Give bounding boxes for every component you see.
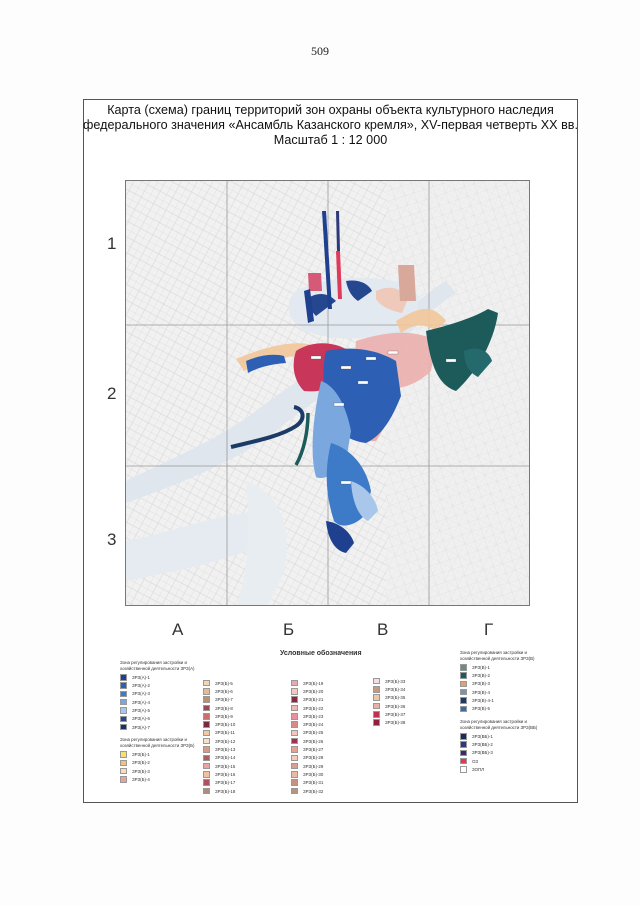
legend-item-label: ЗРЗ(Б)-35 bbox=[385, 695, 406, 701]
legend-heading-zrz-b: Зона регулирования застройки и хозяйственной деятельности ЗРЗ(Б) bbox=[120, 737, 195, 748]
legend-item-label: ЗРЗ(Б)-27 bbox=[303, 747, 324, 753]
grid-col-g: Г bbox=[484, 620, 494, 639]
legend-column-4 bbox=[373, 677, 443, 727]
legend-item bbox=[120, 715, 208, 723]
page-number: 509 bbox=[311, 44, 329, 58]
legend-item bbox=[203, 762, 273, 770]
legend-item-label: ЗРЗ(Б)-37 bbox=[385, 711, 406, 717]
map-title bbox=[83, 103, 578, 148]
legend-item bbox=[460, 740, 555, 748]
legend-item-label: ЗРЗ(В)-2 bbox=[472, 673, 490, 679]
legend-item bbox=[203, 737, 273, 745]
legend-swatch bbox=[291, 688, 298, 695]
legend-swatch bbox=[203, 705, 210, 712]
legend-item-label: ЗРЗ(Б)-26 bbox=[303, 738, 324, 744]
legend-item bbox=[203, 687, 273, 695]
legend-item-label: ОЗ bbox=[472, 758, 479, 764]
legend-swatch bbox=[203, 746, 210, 753]
legend-swatch bbox=[120, 699, 127, 706]
legend-swatch bbox=[460, 758, 467, 765]
legend-item bbox=[120, 750, 208, 758]
grid-col-b: Б bbox=[283, 620, 295, 639]
legend-swatch bbox=[460, 766, 467, 773]
legend-swatch bbox=[460, 689, 467, 696]
legend-item-label: ЗРЗ(Б)-19 bbox=[303, 680, 324, 686]
legend-item bbox=[203, 779, 273, 787]
legend-item-label: ЗРЗ(Б)-22 bbox=[303, 705, 324, 711]
legend-swatch bbox=[291, 713, 298, 720]
legend-swatch bbox=[291, 788, 298, 795]
legend-item bbox=[460, 732, 555, 740]
legend-item-label: ЗРЗ(Б)-8 bbox=[215, 705, 233, 711]
legend-item-label: ЗРЗ(Б)-33 bbox=[385, 678, 406, 684]
legend-column-2 bbox=[203, 679, 273, 795]
legend-item bbox=[120, 673, 208, 681]
legend-swatch bbox=[291, 705, 298, 712]
legend-item-label: ЗРЗ(Б)-11 bbox=[215, 730, 235, 736]
legend-swatch bbox=[460, 681, 467, 688]
legend-swatch bbox=[120, 776, 127, 783]
legend-swatch bbox=[120, 724, 127, 731]
legend-swatch bbox=[373, 686, 380, 693]
legend-swatch bbox=[120, 707, 127, 714]
legend-swatch bbox=[203, 696, 210, 703]
legend-item-label: ЗРЗ(Б)-3 bbox=[132, 768, 150, 774]
legend-item-label: ЗОПЛ bbox=[472, 766, 485, 772]
legend-item bbox=[203, 720, 273, 728]
legend-item-label: ЗРЗ(Б)-16 bbox=[215, 771, 236, 777]
legend-item-label: ЗРЗ(В)-1 bbox=[472, 664, 490, 670]
legend-swatch bbox=[291, 696, 298, 703]
legend-swatch bbox=[373, 678, 380, 685]
legend-item-label: ЗРЗ(А)-1 bbox=[132, 674, 150, 680]
legend-swatch bbox=[460, 672, 467, 679]
legend-item bbox=[203, 696, 273, 704]
legend-swatch bbox=[120, 768, 127, 775]
legend-swatch bbox=[120, 691, 127, 698]
grid-col-v: В bbox=[377, 620, 389, 639]
zone-map[interactable] bbox=[125, 180, 530, 606]
legend-item bbox=[460, 688, 555, 696]
legend-item bbox=[460, 765, 555, 773]
legend-item-label: ЗРЗ(А)-5 bbox=[132, 708, 150, 714]
legend-swatch bbox=[203, 779, 210, 786]
grid-row-2: 2 bbox=[107, 384, 117, 403]
legend-swatch bbox=[291, 755, 298, 762]
legend-item-label: ЗРЗ(А)-7 bbox=[132, 724, 150, 730]
legend-item bbox=[291, 754, 361, 762]
legend-item-label: ЗРЗ(Б)-17 bbox=[215, 780, 236, 786]
legend-item-label: ЗРЗ(Б)-10 bbox=[215, 722, 236, 728]
legend-item bbox=[291, 737, 361, 745]
legend-swatch bbox=[291, 763, 298, 770]
legend-item bbox=[291, 779, 361, 787]
legend-item bbox=[120, 681, 208, 689]
legend-item bbox=[291, 787, 361, 795]
title-line-1: Карта (схема) границ территорий зон охраны объекта культурного наследия bbox=[107, 103, 554, 117]
legend-column-3 bbox=[291, 679, 361, 795]
legend-item bbox=[120, 690, 208, 698]
legend-item bbox=[373, 685, 443, 693]
legend-item-label: ЗРЗ(Б)-29 bbox=[303, 763, 324, 769]
legend-item-label: ЗРЗ(А)-2 bbox=[132, 683, 150, 689]
legend-item-label: ЗРЗ(Б)-4 bbox=[132, 776, 150, 782]
legend-item bbox=[373, 710, 443, 718]
legend-heading-zrz-vb: Зона регулирования застройки и хозяйственной деятельности ЗРЗ(ВБ) bbox=[460, 718, 538, 730]
legend-swatch bbox=[460, 733, 467, 740]
legend-item bbox=[460, 705, 555, 713]
legend-item bbox=[460, 680, 555, 688]
legend-item-label: ЗРЗ(Б)-38 bbox=[385, 720, 406, 726]
legend-item-label: ЗРЗ(Б)-23 bbox=[303, 713, 324, 719]
legend-swatch bbox=[291, 746, 298, 753]
legend-item-label: ЗРЗ(Б)-20 bbox=[303, 688, 324, 694]
legend-swatch bbox=[203, 771, 210, 778]
legend-swatch bbox=[203, 755, 210, 762]
legend-item-label: ЗРЗ(А)-3 bbox=[132, 691, 150, 697]
legend-item-label: ЗРЗ(Б)-18 bbox=[215, 788, 236, 794]
legend-swatch bbox=[291, 771, 298, 778]
legend-item bbox=[203, 745, 273, 753]
legend-item bbox=[291, 687, 361, 695]
legend-item-label: ЗРЗ(Б)-21 bbox=[303, 697, 324, 703]
legend-swatch bbox=[120, 760, 127, 767]
legend-item-label: ЗРЗ(ВБ)-3 bbox=[472, 750, 493, 756]
legend-item-label: ЗРЗ(ВБ)-1 bbox=[472, 733, 493, 739]
legend-item bbox=[291, 762, 361, 770]
legend-item bbox=[203, 712, 273, 720]
legend-item-label: ЗРЗ(Б)-30 bbox=[303, 771, 324, 777]
legend-item bbox=[291, 679, 361, 687]
legend-item bbox=[291, 720, 361, 728]
legend-swatch bbox=[373, 694, 380, 701]
legend-swatch bbox=[373, 719, 380, 726]
legend-item bbox=[373, 677, 443, 685]
legend-item-label: ЗРЗ(Б)-13 bbox=[215, 747, 236, 753]
legend-title: Условные обозначения bbox=[280, 650, 362, 657]
legend-swatch bbox=[120, 682, 127, 689]
legend-item-label: ЗРЗ(Б)-6 bbox=[215, 688, 233, 694]
legend-swatch bbox=[291, 721, 298, 728]
legend-swatch bbox=[291, 730, 298, 737]
legend-item-label: ЗРЗ(Б)-24 bbox=[303, 722, 324, 728]
legend-item bbox=[203, 754, 273, 762]
legend-item bbox=[373, 718, 443, 726]
legend-item-label: ЗРЗ(Б)-1 bbox=[132, 752, 150, 758]
legend-item bbox=[460, 757, 555, 765]
legend-heading-zrz-v: Зона регулирования застройки и хозяйственной деятельности ЗРЗ(В) bbox=[460, 650, 535, 661]
legend-swatch bbox=[203, 721, 210, 728]
legend-item-label: ЗРЗ(В)-5 bbox=[472, 706, 490, 712]
legend-item bbox=[203, 704, 273, 712]
legend-swatch bbox=[291, 680, 298, 687]
legend-swatch bbox=[203, 688, 210, 695]
legend-item bbox=[291, 704, 361, 712]
legend-swatch bbox=[460, 664, 467, 671]
legend-item bbox=[120, 698, 208, 706]
title-line-2: федерального значения «Ансамбль Казанского кремля», XV-первая четверть XX вв. bbox=[83, 118, 578, 132]
legend-item-label: ЗРЗ(Б)-14 bbox=[215, 755, 236, 761]
legend-swatch bbox=[120, 716, 127, 723]
legend-item bbox=[373, 694, 443, 702]
legend-item bbox=[120, 759, 208, 767]
legend-item bbox=[120, 767, 208, 775]
legend-item bbox=[373, 702, 443, 710]
map-canvas bbox=[126, 181, 530, 606]
legend-swatch bbox=[203, 713, 210, 720]
legend-item-label: ЗРЗ(Б)-7 bbox=[215, 697, 233, 703]
legend-column-1 bbox=[120, 660, 208, 784]
legend-item bbox=[291, 696, 361, 704]
grid-row-1: 1 bbox=[107, 234, 117, 253]
legend-swatch bbox=[203, 763, 210, 770]
legend-item bbox=[460, 749, 555, 757]
legend-swatch bbox=[373, 703, 380, 710]
legend-item-label: ЗРЗ(Б)-15 bbox=[215, 763, 236, 769]
legend-heading-zrz-a: Зона регулирования застройки и хозяйственной деятельности ЗРЗ(А) bbox=[120, 660, 195, 671]
grid-row-3: 3 bbox=[107, 530, 117, 549]
legend-item-label: ЗРЗ(Б)-25 bbox=[303, 730, 324, 736]
legend-item bbox=[291, 770, 361, 778]
legend-item-label: ЗРЗ(Б)-12 bbox=[215, 738, 236, 744]
legend-item bbox=[120, 706, 208, 714]
legend-item bbox=[460, 663, 555, 671]
grid-col-a: А bbox=[172, 620, 184, 639]
legend-item bbox=[120, 775, 208, 783]
legend-item-label: ЗРЗ(Б)-5 bbox=[215, 680, 233, 686]
legend-item bbox=[203, 729, 273, 737]
legend-item-label: ЗРЗ(В)-3 bbox=[472, 681, 490, 687]
legend-item-label: ЗРЗ(В)-4-1 bbox=[472, 698, 494, 704]
legend-item bbox=[203, 679, 273, 687]
legend-swatch bbox=[460, 706, 467, 713]
legend-swatch bbox=[203, 680, 210, 687]
legend-swatch bbox=[203, 730, 210, 737]
legend-item bbox=[291, 729, 361, 737]
legend-item-label: ЗРЗ(А)-4 bbox=[132, 699, 150, 705]
legend-swatch bbox=[120, 674, 127, 681]
legend-column-5 bbox=[460, 650, 555, 774]
legend-swatch bbox=[460, 697, 467, 704]
legend-item-label: ЗРЗ(Б)-2 bbox=[132, 760, 150, 766]
legend-item-label: ЗРЗ(Б)-28 bbox=[303, 755, 324, 761]
legend-item-label: ЗРЗ(Б)-36 bbox=[385, 703, 406, 709]
legend-swatch bbox=[120, 751, 127, 758]
legend-item bbox=[120, 723, 208, 731]
legend-item bbox=[291, 712, 361, 720]
legend-item bbox=[460, 671, 555, 679]
legend-item bbox=[203, 770, 273, 778]
legend-swatch bbox=[460, 741, 467, 748]
legend-item bbox=[203, 787, 273, 795]
legend-item bbox=[460, 696, 555, 704]
legend-item bbox=[291, 745, 361, 753]
legend-item-label: ЗРЗ(Б)-31 bbox=[303, 780, 324, 786]
legend-item-label: ЗРЗ(Б)-32 bbox=[303, 788, 324, 794]
legend-item-label: ЗРЗ(Б)-34 bbox=[385, 686, 406, 692]
legend-item-label: ЗРЗ(А)-6 bbox=[132, 716, 150, 722]
legend-swatch bbox=[291, 738, 298, 745]
legend-swatch bbox=[203, 788, 210, 795]
legend-swatch bbox=[373, 711, 380, 718]
legend-item-label: ЗРЗ(ВБ)-2 bbox=[472, 742, 493, 748]
legend-swatch bbox=[460, 750, 467, 757]
legend-item-label: ЗРЗ(Б)-9 bbox=[215, 713, 233, 719]
legend-swatch bbox=[291, 779, 298, 786]
legend-item-label: ЗРЗ(В)-4 bbox=[472, 689, 490, 695]
title-scale: Масштаб 1 : 12 000 bbox=[273, 133, 388, 147]
legend-swatch bbox=[203, 738, 210, 745]
